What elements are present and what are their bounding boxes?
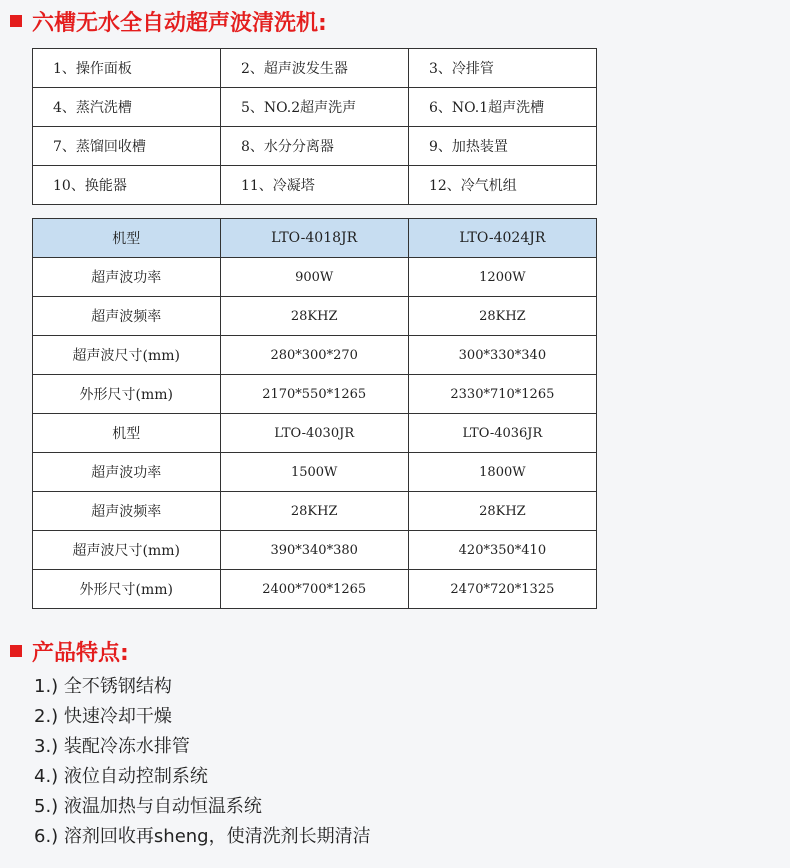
parts-row bbox=[33, 49, 597, 88]
spec-value-cell: 300*330*340 bbox=[408, 336, 596, 375]
spec-value-cell: 1200W bbox=[408, 258, 596, 297]
spec-label-cell: 超声波功率 bbox=[33, 258, 221, 297]
parts-cell: 1、操作面板 bbox=[33, 49, 221, 88]
spec-value-cell: 28KHZ bbox=[408, 297, 596, 336]
specs-row bbox=[33, 414, 597, 453]
spec-value-cell: 2400*700*1265 bbox=[220, 570, 408, 609]
features-heading bbox=[10, 636, 129, 666]
feature-item: 2.) 快速冷却干燥 bbox=[34, 706, 172, 727]
spec-value-cell: LTO-4024JR bbox=[408, 219, 596, 258]
red-square-bullet-icon bbox=[10, 645, 22, 657]
specs-row bbox=[33, 375, 597, 414]
parts-cell: 9、加热装置 bbox=[408, 127, 596, 166]
parts-cell: 6、NO.1超声洗槽 bbox=[408, 88, 596, 127]
spec-label-cell: 超声波频率 bbox=[33, 492, 221, 531]
spec-value-cell: 1800W bbox=[408, 453, 596, 492]
specs-row bbox=[33, 531, 597, 570]
parts-cell: 2、超声波发生器 bbox=[220, 49, 408, 88]
spec-value-cell: 2330*710*1265 bbox=[408, 375, 596, 414]
parts-table bbox=[32, 48, 597, 205]
spec-value-cell: 28KHZ bbox=[408, 492, 596, 531]
feature-item: 3.) 装配冷冻水排管 bbox=[34, 736, 190, 757]
feature-item: 5.) 液温加热与自动恒温系统 bbox=[34, 796, 262, 817]
spec-label-cell: 超声波功率 bbox=[33, 453, 221, 492]
specs-row bbox=[33, 258, 597, 297]
features-list bbox=[34, 672, 371, 852]
features-title-text: 产品特点: bbox=[32, 640, 129, 666]
parts-cell: 10、换能器 bbox=[33, 166, 221, 205]
spec-label-cell: 超声波频率 bbox=[33, 297, 221, 336]
parts-cell: 11、冷凝塔 bbox=[220, 166, 408, 205]
spec-value-cell: 390*340*380 bbox=[220, 531, 408, 570]
spec-value-cell: 28KHZ bbox=[220, 297, 408, 336]
specs-row bbox=[33, 297, 597, 336]
parts-cell: 8、水分分离器 bbox=[220, 127, 408, 166]
parts-row bbox=[33, 88, 597, 127]
page-title bbox=[10, 6, 327, 36]
feature-item: 6.) 溶剂回收再sheng，使清洗剂长期清洁 bbox=[34, 826, 371, 847]
spec-value-cell: 1500W bbox=[220, 453, 408, 492]
specs-header-row bbox=[33, 219, 597, 258]
specs-row bbox=[33, 336, 597, 375]
spec-value-cell: LTO-4030JR bbox=[220, 414, 408, 453]
spec-value-cell: LTO-4018JR bbox=[220, 219, 408, 258]
spec-value-cell: 28KHZ bbox=[220, 492, 408, 531]
spec-label-cell: 超声波尺寸(mm) bbox=[33, 336, 221, 375]
parts-row bbox=[33, 166, 597, 205]
parts-cell: 12、冷气机组 bbox=[408, 166, 596, 205]
specs-row bbox=[33, 570, 597, 609]
title-text: 六槽无水全自动超声波清洗机: bbox=[32, 10, 327, 36]
spec-label-cell: 外形尺寸(mm) bbox=[33, 570, 221, 609]
specs-row bbox=[33, 492, 597, 531]
spec-label-cell: 外形尺寸(mm) bbox=[33, 375, 221, 414]
red-square-bullet-icon bbox=[10, 15, 22, 27]
spec-value-cell: 280*300*270 bbox=[220, 336, 408, 375]
spec-value-cell: 420*350*410 bbox=[408, 531, 596, 570]
feature-item: 1.) 全不锈钢结构 bbox=[34, 676, 172, 697]
spec-label-cell: 机型 bbox=[33, 219, 221, 258]
spec-value-cell: LTO-4036JR bbox=[408, 414, 596, 453]
specs-row bbox=[33, 453, 597, 492]
parts-cell: 3、冷排管 bbox=[408, 49, 596, 88]
spec-value-cell: 900W bbox=[220, 258, 408, 297]
specs-table bbox=[32, 218, 597, 609]
spec-label-cell: 机型 bbox=[33, 414, 221, 453]
feature-item: 4.) 液位自动控制系统 bbox=[34, 766, 208, 787]
spec-label-cell: 超声波尺寸(mm) bbox=[33, 531, 221, 570]
parts-cell: 4、蒸汽洗槽 bbox=[33, 88, 221, 127]
parts-row bbox=[33, 127, 597, 166]
parts-cell: 5、NO.2超声洗声 bbox=[220, 88, 408, 127]
spec-value-cell: 2470*720*1325 bbox=[408, 570, 596, 609]
spec-value-cell: 2170*550*1265 bbox=[220, 375, 408, 414]
parts-cell: 7、蒸馏回收槽 bbox=[33, 127, 221, 166]
